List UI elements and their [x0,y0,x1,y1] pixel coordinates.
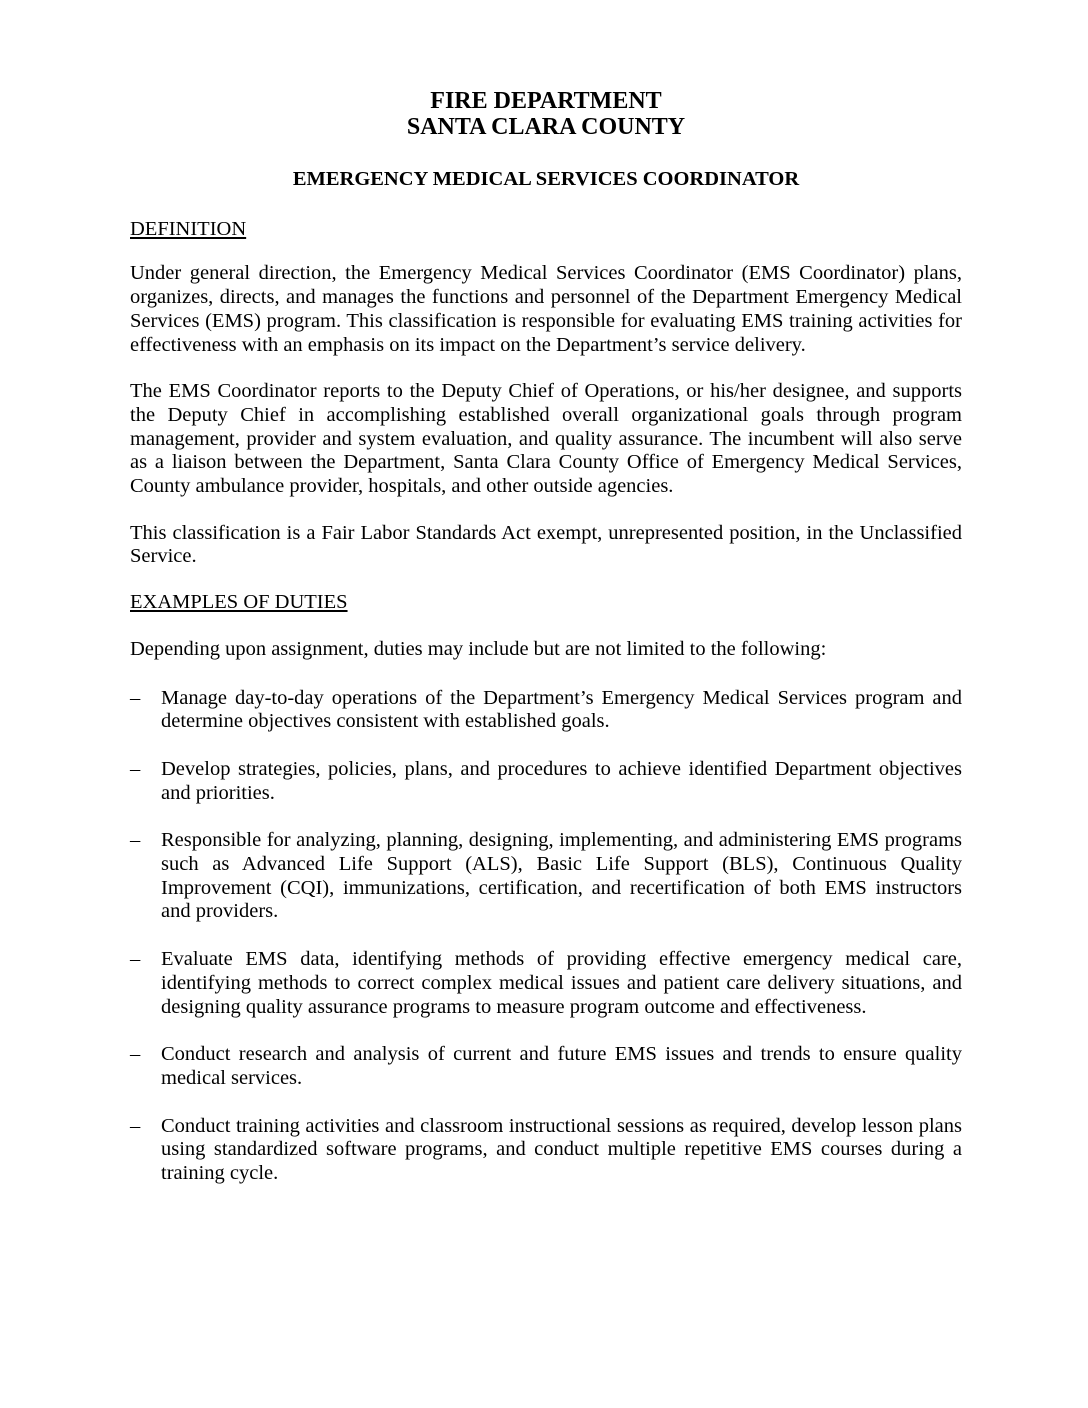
duty-text: Conduct training activities and classroom instructional sessions as required, develop lesson plans using standardized software programs, and conduct multiple repetitive EMS courses during a training cycle. [161,1114,962,1185]
list-item [130,758,962,805]
definition-paragraph-2: The EMS Coordinator reports to the Deputy Chief of Operations, or his/her designee, and supports the Deputy Chief in accomplishing established overall organizational goals through program management, provider and system evaluation, and quality assurance. The incumbent will also serve as a liaison between the Department, Santa Clara County Office of Emergency Medical Services, County ambulance provider, hospitals, and other outside agencies. [130,380,962,498]
list-item [130,829,962,924]
examples-heading: EXAMPLES OF DUTIES [130,591,348,614]
bullet-dash: – [130,686,141,709]
department-title: FIRE DEPARTMENT [430,88,662,114]
bullet-dash: – [130,948,141,971]
position-title: EMERGENCY MEDICAL SERVICES COORDINATOR [292,168,800,190]
bullet-dash: – [130,829,141,852]
definition-paragraph-1: Under general direction, the Emergency Medical Services Coordinator (EMS Coordinator) plans, organizes, directs, and manages the functions and personnel of the Department Emergency Medical Services (EMS) program. This classification is responsible for evaluating EMS training activities for effectiveness with an emphasis on its impact on the Department’s service delivery. [130,262,962,356]
document-page [130,88,962,1186]
bullet-dash: – [130,1114,141,1137]
duty-text: Evaluate EMS data, identifying methods of providing effective emergency medical care, identifying methods to correct complex medical issues and patient care delivery situations, and designing quality assurance programs to measure program outcome and effectiveness. [161,948,962,1018]
definition-heading: DEFINITION [130,217,247,240]
duty-text: Conduct research and analysis of current and future EMS issues and trends to ensure quality medical services. [161,1043,962,1089]
list-item [130,687,962,734]
duty-text: Develop strategies, policies, plans, and procedures to achieve identified Department objectives and priorities. [161,757,962,804]
duty-text: Manage day-to-day operations of the Department’s Emergency Medical Services program and determine objectives consistent with established goals. [161,686,962,733]
list-item [130,1115,962,1186]
bullet-dash: – [130,1043,141,1066]
definition-paragraph-3: This classification is a Fair Labor Standards Act exempt, unrepresented position, in the Unclassified Service. [130,521,962,568]
document-header [130,88,962,140]
duty-text: Responsible for analyzing, planning, designing, implementing, and administering EMS programs such as Advanced Life Support (ALS), Basic Life Support (BLS), Continuous Quality Improvement (CQI), immunizations, certification, and recertification of both EMS instructors and providers. [161,829,962,923]
list-item [130,1043,962,1090]
duties-list [130,687,962,1186]
county-title: SANTA CLARA COUNTY [406,114,686,140]
bullet-dash: – [130,757,141,780]
list-item [130,948,962,1019]
examples-intro: Depending upon assignment, duties may include but are not limited to the following: [130,637,827,660]
